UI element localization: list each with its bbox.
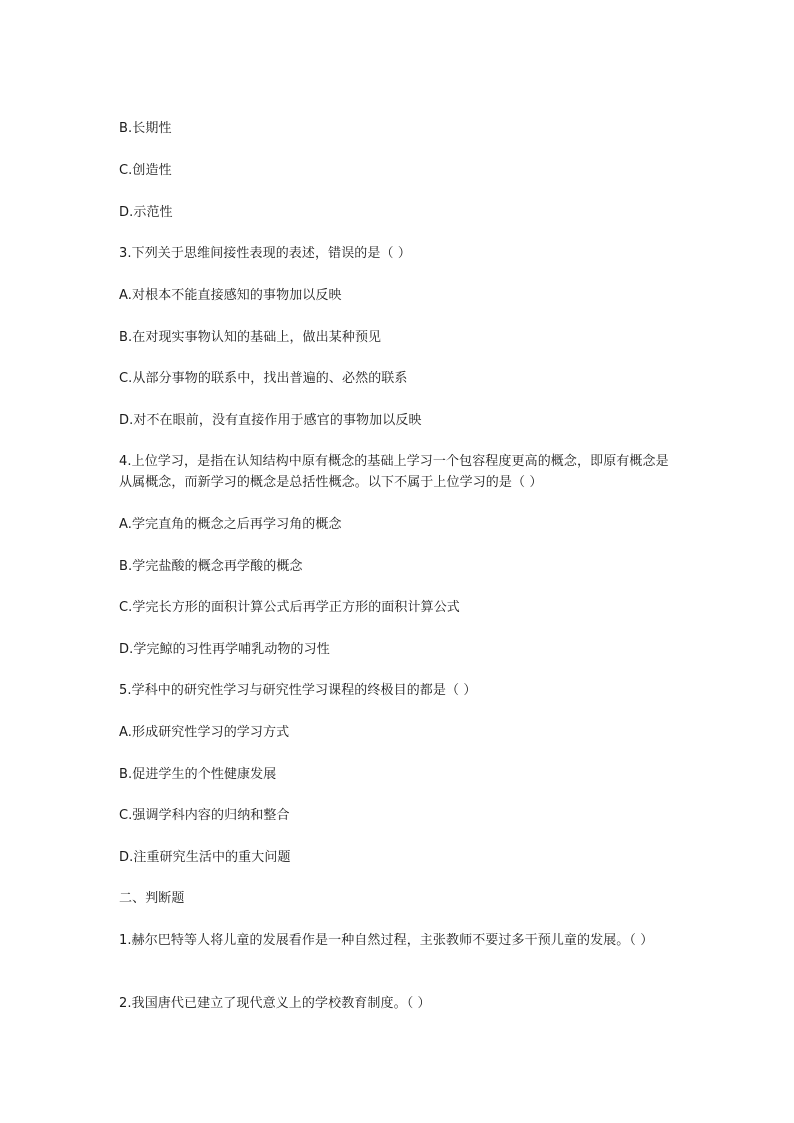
option-c-q4: C.学完长方形的面积计算公式后再学正方形的面积计算公式	[119, 600, 460, 615]
option-a-q4: A.学完直角的概念之后再学习角的概念	[119, 517, 342, 532]
question-3: 3.下列关于思维间接性表现的表述，错误的是（ ）	[119, 246, 411, 261]
section-heading-true-false: 二、判断题	[119, 891, 185, 906]
option-b-q5: B.促进学生的个性健康发展	[119, 767, 277, 782]
option-d-q5: D.注重研究生活中的重大问题	[119, 850, 291, 865]
option-a-q5: A.形成研究性学习的学习方式	[119, 725, 290, 740]
judgment-question-1: 1.赫尔巴特等人将儿童的发展看作是一种自然过程，主张教师不要过多干预儿童的发展。（ ）	[119, 933, 654, 948]
question-5: 5.学科中的研究性学习与研究性学习课程的终极目的都是（ ）	[119, 683, 477, 698]
option-b-q2: B.长期性	[119, 121, 172, 136]
judgment-question-2: 2.我国唐代已建立了现代意义上的学校教育制度。（ ）	[119, 996, 431, 1011]
option-d-q4: D.学完鲸的习性再学哺乳动物的习性	[119, 642, 330, 657]
option-c-q3: C.从部分事物的联系中，找出普遍的、必然的联系	[119, 371, 408, 386]
option-d-q2: D.示范性	[119, 205, 173, 220]
option-b-q4: B.学完盐酸的概念再学酸的概念	[119, 559, 303, 574]
option-d-q3: D.对不在眼前，没有直接作用于感官的事物加以反映	[119, 413, 422, 428]
option-c-q5: C.强调学科内容的归纳和整合	[119, 808, 290, 823]
option-b-q3: B.在对现实事物认知的基础上，做出某种预见	[119, 330, 382, 345]
option-a-q3: A.对根本不能直接感知的事物加以反映	[119, 288, 342, 303]
option-c-q2: C.创造性	[119, 163, 172, 178]
question-4: 4.上位学习，是指在认知结构中原有概念的基础上学习一个包容程度更高的概念，即原有概念是从属概念，而新学习的概念是总括性概念。以下不属于上位学习的是（ ）	[119, 454, 669, 490]
